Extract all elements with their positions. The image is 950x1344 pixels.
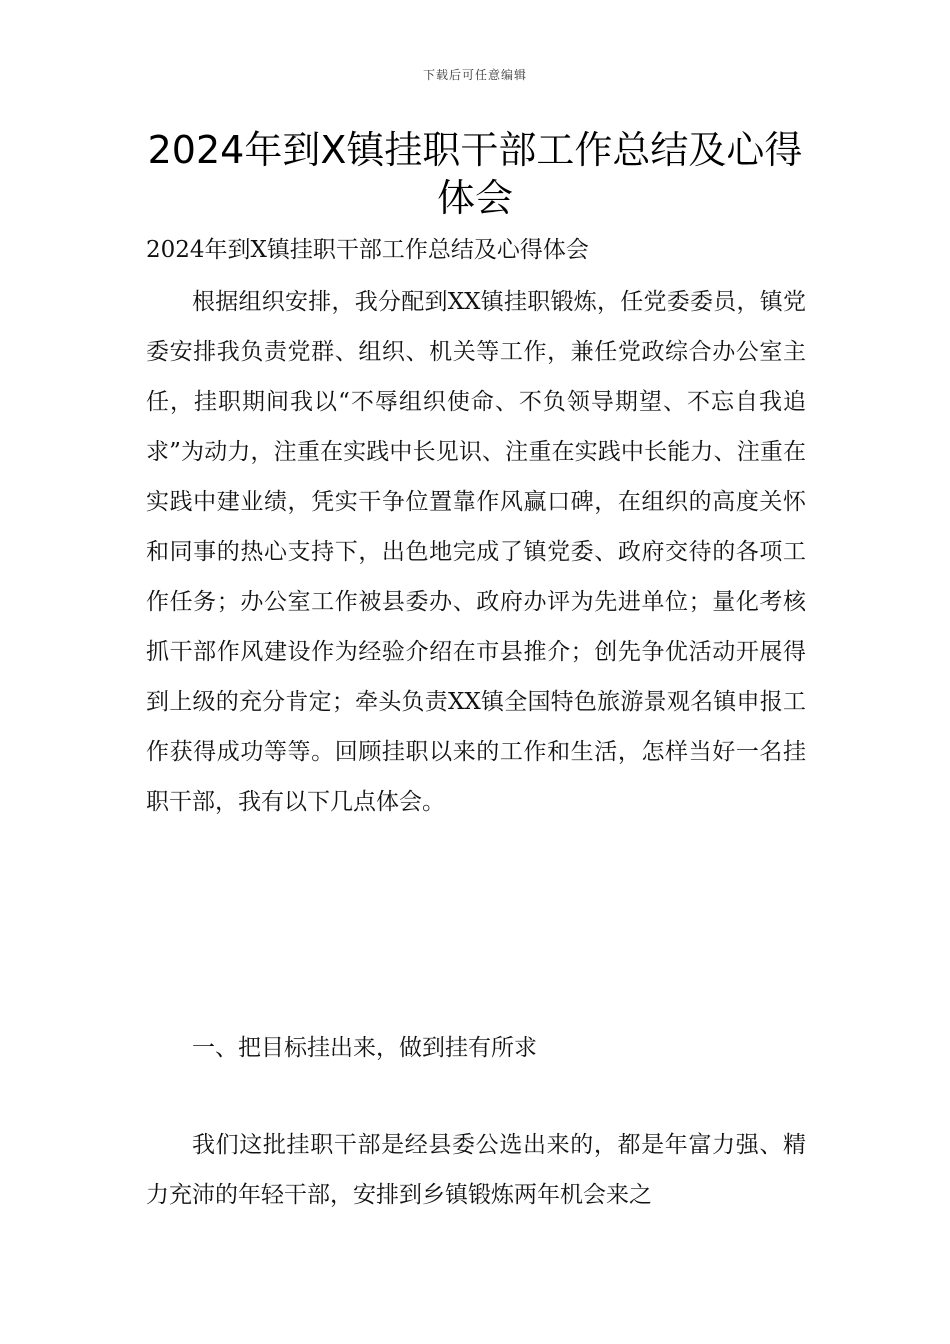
document-title: 2024年到X镇挂职干部工作总结及心得体会 [147,128,803,220]
header-note: 下载后可任意编辑 [422,68,527,82]
body-paragraph-1: 根据组织安排，我分配到XX镇挂职锻炼，任党委委员，镇党委安排我负责党群、组织、机关等工作，兼任党政综合办公室主任，挂职期间我以“不辱组织使命、不负领导期望、不忘自我追求”为动力，注重在实践中长见识、注重在实践中长能力、注重在实践中建业绩，凭实干争位置靠作风赢口碑，在组织的高度关怀和同事的热心支持下，出色地完成了镇党委、政府交待的各项工作任务；办公室工作被县委办、政府办评为先进单位；量化考核抓干部作风建设作为经验介绍在市县推介；创先争优活动开展得到上级的充分肯定；牵头负责XX镇全国特色旅游景观名镇申报工作获得成功等等。回顾挂职以来的工作和生活，怎样当好一名挂职干部，我有以下几点体会。 [146,289,806,815]
document-subtitle: 2024年到X镇挂职干部工作总结及心得体会 [146,237,589,263]
body-paragraph-2: 我们这批挂职干部是经县委公选出来的，都是年富力强、精力充沛的年轻干部，安排到乡镇锻炼两年机会来之 [146,1132,806,1208]
section-heading-1: 一、把目标挂出来，做到挂有所求 [192,1035,537,1061]
